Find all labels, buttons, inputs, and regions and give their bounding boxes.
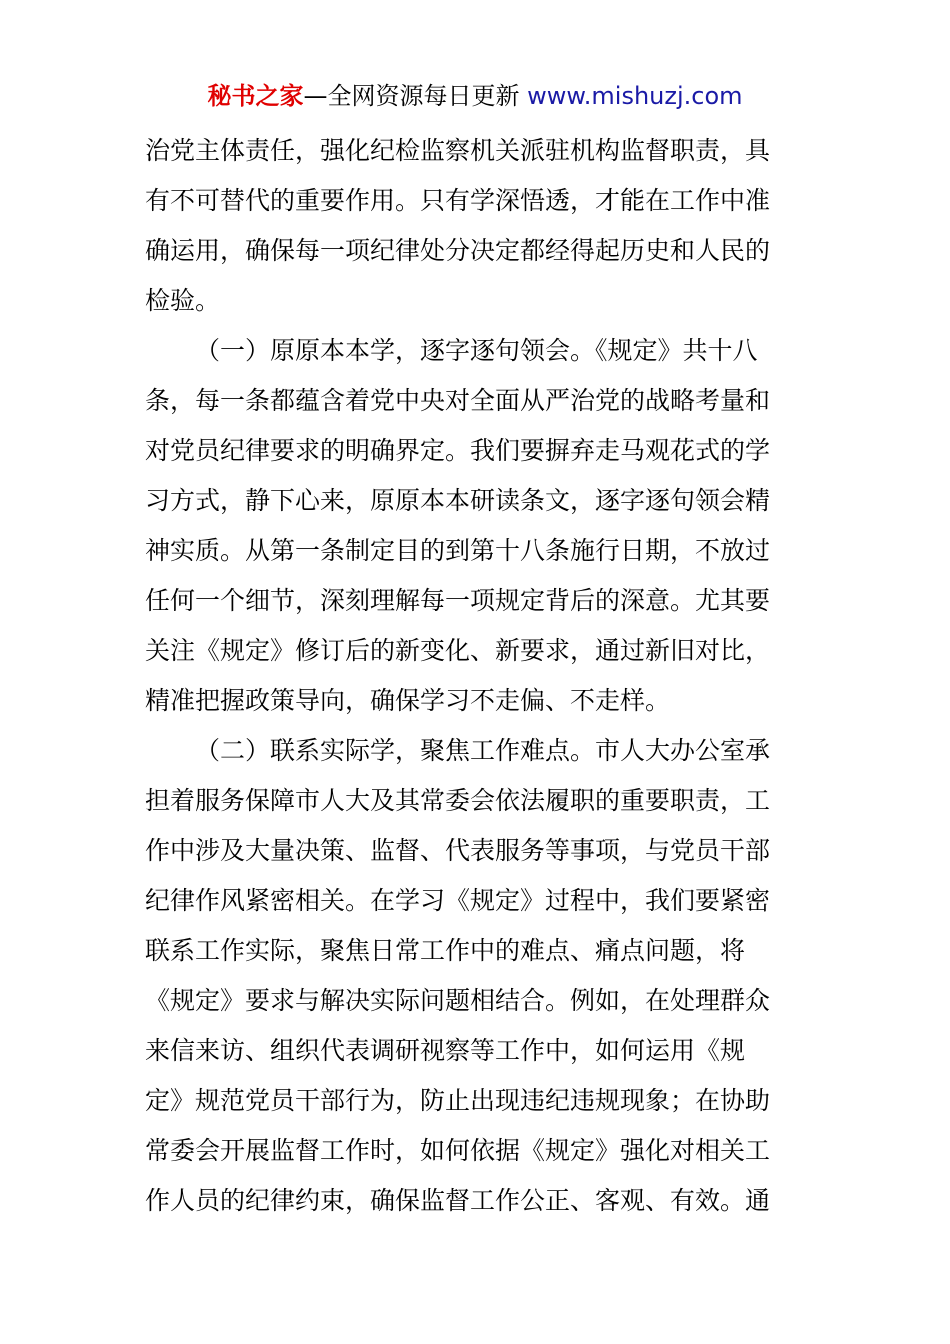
text-line: 来信来访、组织代表调研视察等工作中，如何运用《规 (145, 1036, 746, 1065)
text-line: 《规定》要求与解决实际问题相结合。例如，在处理群众 (145, 986, 771, 1015)
header-tagline: —全网资源每日更新 (303, 82, 520, 110)
text-line: 常委会开展监督工作时，如何依据《规定》强化对相关工 (145, 1136, 771, 1165)
page-header (0, 80, 950, 112)
text-line: 作人员的纪律约束，确保监督工作公正、客观、有效。通 (145, 1186, 771, 1215)
text-line: 有不可替代的重要作用。只有学深悟透，才能在工作中准 (145, 186, 771, 215)
text-line: 任何一个细节，深刻理解每一项规定背后的深意。尤其要 (145, 586, 771, 615)
text-line: （一）原原本本学，逐字逐句领会。《规定》共十八 (195, 336, 758, 365)
text-line: 治党主体责任，强化纪检监察机关派驻机构监督职责，具 (145, 136, 771, 165)
text-line: 纪律作风紧密相关。在学习《规定》过程中，我们要紧密 (145, 886, 771, 915)
text-line: 检验。 (145, 286, 221, 315)
text-line: 联系工作实际，聚焦日常工作中的难点、痛点问题，将 (145, 936, 746, 965)
text-line: 确运用，确保每一项纪律处分决定都经得起历史和人民的 (145, 236, 771, 265)
text-line: 习方式，静下心来，原原本本研读条文，逐字逐句领会精 (145, 486, 771, 515)
text-line: 条，每一条都蕴含着党中央对全面从严治党的战略考量和 (145, 386, 771, 415)
text-line: （二）联系实际学，聚焦工作难点。市人大办公室承 (195, 736, 771, 765)
text-line: 定》规范党员干部行为，防止出现违纪违规现象；在协助 (145, 1086, 771, 1115)
website-url[interactable]: www.mishuzj.com (527, 82, 743, 110)
brand-name: 秘书之家 (207, 82, 304, 110)
text-line: 作中涉及大量决策、监督、代表服务等事项，与党员干部 (145, 836, 771, 865)
text-line: 关注《规定》修订后的新变化、新要求，通过新旧对比， (145, 636, 771, 665)
text-line: 担着服务保障市人大及其常委会依法履职的重要职责，工 (145, 786, 771, 815)
text-line: 对党员纪律要求的明确界定。我们要摒弃走马观花式的学 (145, 436, 771, 465)
text-line: 精准把握政策导向，确保学习不走偏、不走样。 (145, 686, 671, 715)
text-line: 神实质。从第一条制定目的到第十八条施行日期，不放过 (145, 536, 771, 565)
body-text (145, 126, 785, 1226)
